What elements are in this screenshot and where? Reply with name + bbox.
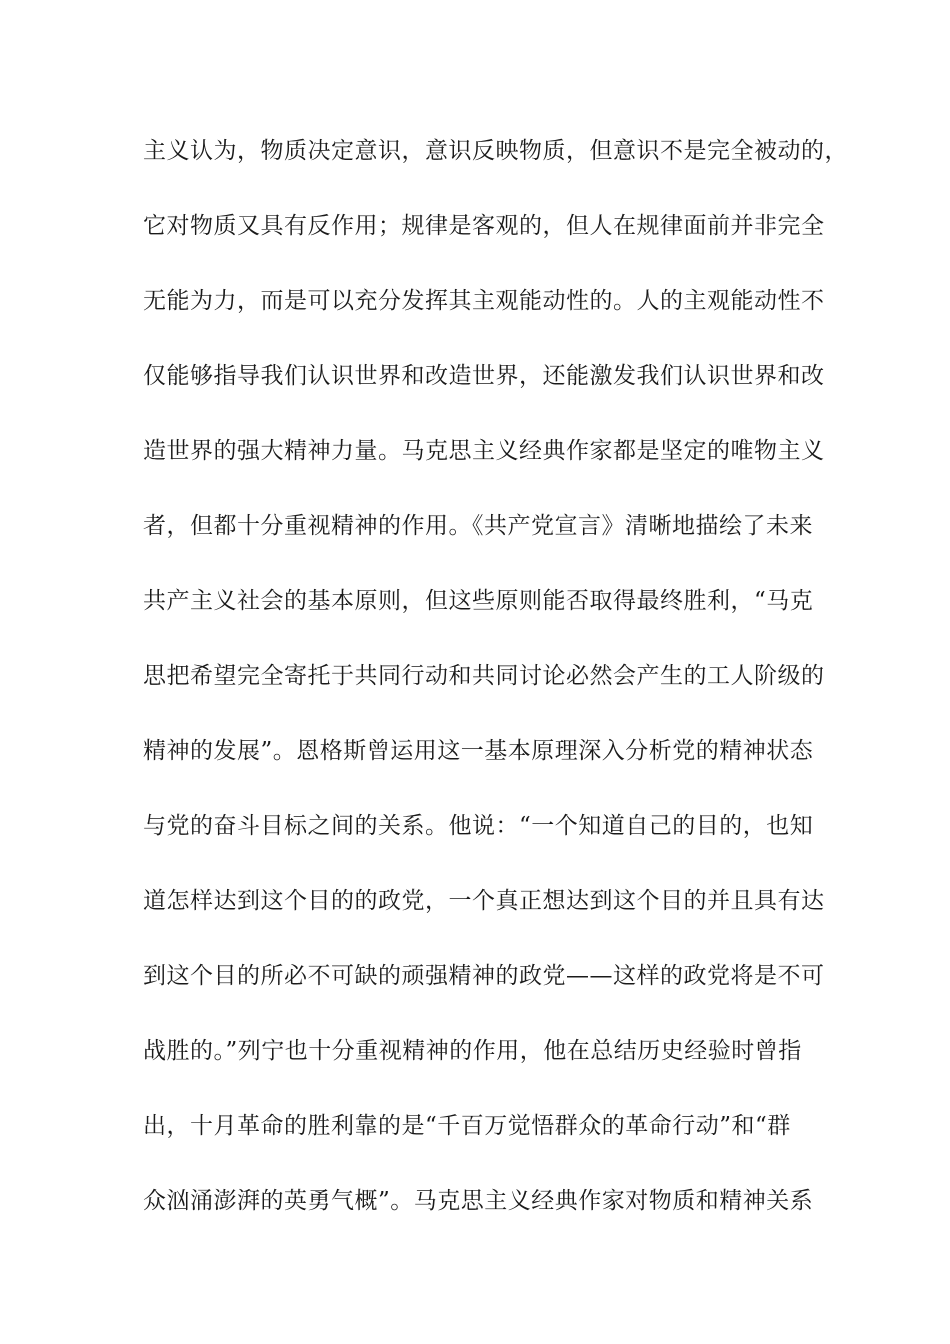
text-line: 它对物质又具有反作用；规律是客观的，但人在规律面前并非完全	[143, 213, 825, 239]
text-line: 思把希望完全寄托于共同行动和共同讨论必然会产生的工人阶级的	[143, 663, 825, 689]
text-line: 到这个目的所必不可缺的顽强精神的政党——这样的政党将是不可	[143, 963, 825, 989]
text-line: 与党的奋斗目标之间的关系。他说：“一个知道自己的目的，也知	[143, 813, 814, 839]
text-line: 道怎样达到这个目的的政党，一个真正想达到这个目的并且具有达	[143, 888, 825, 914]
text-line: 仅能够指导我们认识世界和改造世界，还能激发我们认识世界和改	[143, 363, 825, 389]
text-line: 精神的发展”。恩格斯曾运用这一基本原理深入分析党的精神状态	[143, 738, 814, 764]
text-line: 者，但都十分重视精神的作用。《共产党宣言》清晰地描绘了未来	[143, 513, 813, 539]
text-line: 造世界的强大精神力量。马克思主义经典作家都是坚定的唯物主义	[143, 438, 825, 464]
text-line: 出，十月革命的胜利靠的是“千百万觉悟群众的革命行动”和“群	[143, 1113, 791, 1139]
text-line: 无能为力，而是可以充分发挥其主观能动性的。人的主观能动性不	[143, 288, 825, 314]
text-line: 共产主义社会的基本原则，但这些原则能否取得最终胜利，“马克	[143, 588, 814, 614]
text-line: 战胜的。”列宁也十分重视精神的作用，他在总结历史经验时曾指	[143, 1038, 802, 1064]
text-line: 众汹涌澎湃的英勇气概”。马克思主义经典作家对物质和精神关系	[143, 1188, 814, 1214]
text-line: 主义认为，物质决定意识，意识反映物质，但意识不是完全被动的，	[143, 138, 848, 164]
body-text	[143, 127, 848, 1252]
